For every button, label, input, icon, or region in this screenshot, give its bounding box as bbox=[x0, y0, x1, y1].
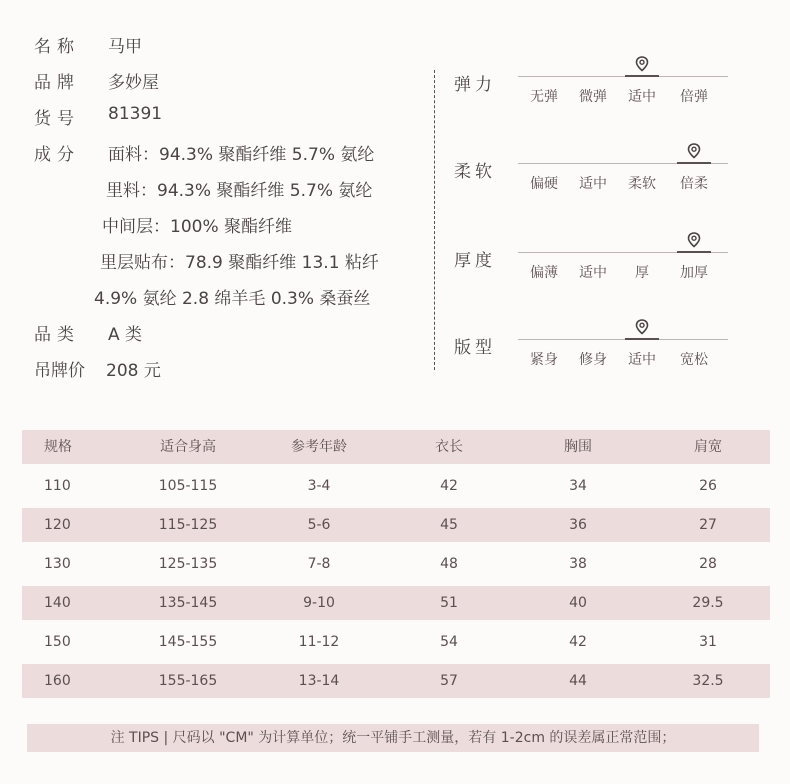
info-value: A 类 bbox=[108, 325, 143, 345]
table-cell: 48 bbox=[440, 556, 458, 572]
table-cell: 110 bbox=[44, 478, 71, 494]
scale-label: 紧身 bbox=[530, 352, 558, 368]
scale-title: 弹力 bbox=[454, 75, 496, 95]
info-key: 货号 bbox=[34, 109, 80, 129]
scale-label: 宽松 bbox=[680, 352, 708, 368]
info-key: 吊牌价 bbox=[34, 361, 85, 381]
table-cell: 155-165 bbox=[158, 673, 218, 689]
table-row bbox=[22, 664, 770, 698]
table-cell: 45 bbox=[440, 517, 458, 533]
info-value: 4.9% 氨纶 2.8 绵羊毛 0.3% 桑蚕丝 bbox=[94, 289, 371, 309]
table-cell: 105-115 bbox=[158, 478, 218, 494]
table-cell: 29.5 bbox=[692, 595, 724, 611]
info-value: 208 元 bbox=[106, 361, 161, 381]
table-cell: 54 bbox=[440, 634, 458, 650]
table-cell: 27 bbox=[699, 517, 717, 533]
scale-label: 无弹 bbox=[530, 89, 558, 105]
scale-label: 适中 bbox=[628, 89, 656, 105]
scale-title: 柔软 bbox=[454, 162, 496, 182]
scale-title: 版型 bbox=[454, 338, 496, 358]
info-key: 成分 bbox=[34, 145, 80, 165]
scale-label: 偏硬 bbox=[530, 176, 558, 192]
table-cell: 肩宽 bbox=[694, 439, 722, 455]
table-cell: 150 bbox=[44, 634, 71, 650]
table-cell: 40 bbox=[569, 595, 587, 611]
scale-4 bbox=[454, 333, 734, 393]
table-cell: 26 bbox=[699, 478, 717, 494]
table-cell: 36 bbox=[569, 517, 587, 533]
scale-label: 适中 bbox=[579, 265, 607, 281]
scale-2 bbox=[454, 157, 734, 217]
scale-label: 修身 bbox=[579, 352, 607, 368]
table-cell: 125-135 bbox=[158, 556, 218, 572]
table-cell: 120 bbox=[44, 517, 71, 533]
info-value: 中间层：100% 聚酯纤维 bbox=[102, 217, 293, 237]
scale-label: 加厚 bbox=[680, 265, 708, 281]
table-cell: 57 bbox=[440, 673, 458, 689]
scale-1 bbox=[454, 70, 734, 130]
info-key: 品类 bbox=[34, 325, 80, 345]
tips-bar: 注 TIPS | 尺码以 "CM" 为计算单位；统一平铺手工测量，若有 1-2cm 的误差属正常范围； bbox=[27, 724, 759, 752]
table-cell: 7-8 bbox=[307, 556, 331, 572]
table-cell: 参考年龄 bbox=[291, 439, 347, 455]
table-cell: 5-6 bbox=[307, 517, 331, 533]
table-cell: 28 bbox=[699, 556, 717, 572]
table-cell: 140 bbox=[44, 595, 71, 611]
info-key: 品牌 bbox=[34, 73, 80, 93]
table-header-row bbox=[22, 430, 770, 464]
table-row bbox=[22, 508, 770, 542]
table-cell: 160 bbox=[44, 673, 71, 689]
scale-label: 偏薄 bbox=[530, 265, 558, 281]
table-row bbox=[22, 547, 770, 581]
scale-line bbox=[518, 339, 728, 340]
location-pin-icon bbox=[677, 232, 711, 252]
info-value: 多妙屋 bbox=[108, 73, 159, 93]
scale-title: 厚度 bbox=[454, 251, 496, 271]
table-cell: 适合身高 bbox=[160, 439, 216, 455]
scale-label: 适中 bbox=[628, 352, 656, 368]
scale-label: 倍弹 bbox=[680, 89, 708, 105]
table-cell: 42 bbox=[440, 478, 458, 494]
scale-label: 柔软 bbox=[628, 176, 656, 192]
info-value: 马甲 bbox=[108, 37, 142, 57]
table-cell: 3-4 bbox=[307, 478, 331, 494]
location-pin-icon bbox=[625, 56, 659, 76]
info-key: 名称 bbox=[34, 37, 80, 57]
table-cell: 9-10 bbox=[303, 595, 335, 611]
location-pin-icon bbox=[677, 143, 711, 163]
table-row bbox=[22, 625, 770, 659]
table-cell: 51 bbox=[440, 595, 458, 611]
table-cell: 145-155 bbox=[158, 634, 218, 650]
table-row bbox=[22, 469, 770, 503]
info-value: 81391 bbox=[108, 104, 163, 124]
scale-line bbox=[518, 76, 728, 77]
table-cell: 规格 bbox=[44, 439, 72, 455]
table-cell: 135-145 bbox=[158, 595, 218, 611]
info-value: 里层贴布：78.9 聚酯纤维 13.1 粘纤 bbox=[100, 253, 379, 273]
info-value: 面料：94.3% 聚酯纤维 5.7% 氨纶 bbox=[108, 145, 375, 165]
scale-label: 倍柔 bbox=[680, 176, 708, 192]
location-pin-icon bbox=[625, 319, 659, 339]
table-cell: 44 bbox=[569, 673, 587, 689]
scale-label: 厚 bbox=[635, 265, 649, 281]
info-value: 里料：94.3% 聚酯纤维 5.7% 氨纶 bbox=[106, 181, 373, 201]
table-cell: 11-12 bbox=[298, 634, 340, 650]
table-cell: 衣长 bbox=[435, 439, 463, 455]
table-cell: 42 bbox=[569, 634, 587, 650]
size-table bbox=[22, 430, 770, 703]
table-cell: 13-14 bbox=[298, 673, 340, 689]
table-cell: 34 bbox=[569, 478, 587, 494]
table-cell: 130 bbox=[44, 556, 71, 572]
scale-3 bbox=[454, 246, 734, 306]
scale-label: 微弹 bbox=[579, 89, 607, 105]
divider-dashed bbox=[434, 70, 435, 370]
table-cell: 31 bbox=[699, 634, 717, 650]
table-cell: 32.5 bbox=[692, 673, 724, 689]
scale-label: 适中 bbox=[579, 176, 607, 192]
table-cell: 胸围 bbox=[564, 439, 592, 455]
table-cell: 115-125 bbox=[158, 517, 218, 533]
table-row bbox=[22, 586, 770, 620]
table-cell: 38 bbox=[569, 556, 587, 572]
